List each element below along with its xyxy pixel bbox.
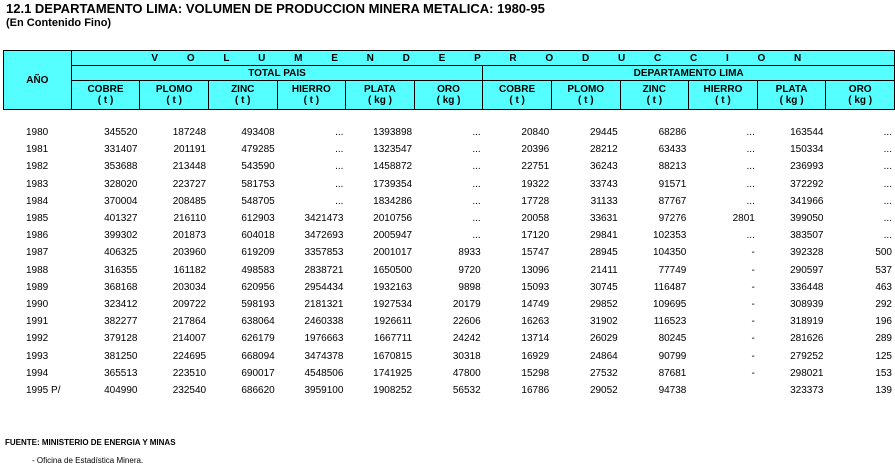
value-cell: 88213 [658, 161, 687, 173]
value-cell: 404990 [104, 384, 138, 396]
value-cell: 638064 [241, 316, 275, 328]
year-cell: 1993 [26, 350, 49, 362]
value-cell: 20396 [521, 144, 550, 156]
value-cell: 29052 [589, 384, 618, 396]
value-cell: 163544 [790, 127, 824, 139]
total-pais-header: TOTAL PAIS [71, 66, 483, 81]
value-cell: 1458872 [373, 161, 413, 173]
table-row [3, 210, 895, 227]
column-header: ORO ( kg ) [414, 81, 483, 110]
value-cell: 581753 [241, 178, 275, 190]
column-header: HIERRO ( t ) [689, 81, 758, 110]
value-cell: 116487 [653, 281, 687, 293]
value-cell: 1393898 [373, 127, 413, 139]
value-cell: 1670815 [373, 350, 413, 362]
value-cell: 345520 [104, 127, 138, 139]
value-cell: 20840 [521, 127, 550, 139]
value-cell: 28945 [589, 247, 618, 259]
value-cell: ... [335, 195, 344, 207]
year-cell: 1983 [26, 178, 49, 190]
value-cell: 102353 [653, 230, 687, 242]
office-note: - Oficina de Estadística Minera. [32, 456, 144, 465]
value-cell: 201873 [172, 230, 207, 242]
value-cell: 17120 [521, 230, 550, 242]
value-cell: 399050 [790, 213, 824, 225]
table-row [3, 365, 895, 382]
value-cell: 401327 [104, 213, 138, 225]
value-cell: 232540 [172, 384, 207, 396]
value-cell: 383507 [790, 230, 824, 242]
value-cell: 2838721 [304, 264, 344, 276]
table-row [3, 279, 895, 296]
year-cell: 1984 [26, 195, 49, 207]
value-cell: 548705 [241, 195, 275, 207]
value-cell: 214007 [172, 333, 207, 345]
table-row [3, 330, 895, 347]
value-cell: 63433 [658, 144, 687, 156]
value-cell: 21411 [590, 264, 618, 276]
value-cell: 29852 [589, 298, 618, 310]
value-cell: 279252 [790, 350, 824, 362]
value-cell: 2181321 [304, 298, 344, 310]
value-cell: - [751, 264, 755, 276]
column-header: HIERRO ( t ) [277, 81, 346, 110]
value-cell: 2954434 [304, 281, 344, 293]
value-cell: - [751, 298, 755, 310]
value-cell: 201191 [173, 144, 207, 156]
year-cell: 1981 [26, 144, 49, 156]
value-cell: 28212 [589, 144, 618, 156]
value-cell: 203960 [172, 247, 207, 259]
value-cell: 97276 [658, 213, 687, 225]
value-cell: 381250 [104, 350, 138, 362]
column-header: PLATA ( kg ) [346, 81, 415, 110]
value-cell: 116523 [653, 316, 687, 328]
value-cell: ... [883, 195, 892, 207]
year-cell: 1987 [26, 247, 49, 259]
table-row [3, 141, 895, 158]
value-cell: 15298 [521, 367, 550, 379]
table-row [3, 382, 895, 399]
value-cell: 208485 [172, 195, 207, 207]
value-cell: 13714 [521, 333, 550, 345]
value-cell: 500 [875, 247, 892, 259]
value-cell: 203034 [172, 281, 207, 293]
value-cell: ... [335, 144, 344, 156]
year-cell: 1994 [26, 367, 49, 379]
value-cell: 17728 [521, 195, 550, 207]
value-cell: 13096 [521, 264, 550, 276]
value-cell: 604018 [241, 230, 275, 242]
value-cell: 368168 [104, 281, 138, 293]
value-cell: 1739354 [373, 178, 413, 190]
value-cell: 213448 [172, 161, 207, 173]
value-cell: 2001017 [373, 247, 413, 259]
value-cell: - [751, 247, 755, 259]
value-cell: ... [746, 144, 755, 156]
value-cell [689, 382, 757, 399]
table-header [3, 50, 895, 110]
value-cell: 2801 [732, 213, 755, 225]
value-cell: 33631 [589, 213, 618, 225]
value-cell: 289 [875, 333, 892, 345]
value-cell: 26029 [589, 333, 618, 345]
value-cell: 30318 [452, 350, 481, 362]
value-cell: 14749 [521, 298, 550, 310]
value-cell: 406325 [104, 247, 138, 259]
value-cell: 619209 [241, 247, 275, 259]
value-cell: ... [472, 195, 481, 207]
value-cell: ... [472, 213, 481, 225]
table-row [3, 176, 895, 193]
value-cell: 47800 [452, 367, 481, 379]
table-row [3, 244, 895, 261]
value-cell: ... [335, 178, 344, 190]
value-cell: 31902 [589, 316, 618, 328]
value-cell: ... [746, 178, 755, 190]
value-cell: 353688 [104, 161, 138, 173]
value-cell: ... [472, 127, 481, 139]
value-cell: 493408 [241, 127, 275, 139]
value-cell: 80245 [658, 333, 687, 345]
value-cell: 537 [875, 264, 892, 276]
value-cell: 290597 [790, 264, 824, 276]
value-cell: 598193 [241, 298, 275, 310]
column-header: ZINC ( t ) [620, 81, 689, 110]
value-cell: ... [746, 161, 755, 173]
value-cell: 298021 [790, 367, 824, 379]
value-cell: 24242 [452, 333, 481, 345]
value-cell: 292 [875, 298, 892, 310]
column-header: ORO ( kg ) [826, 81, 895, 110]
value-cell: 498583 [241, 264, 275, 276]
value-cell: 22606 [452, 316, 481, 328]
value-cell: 331407 [104, 144, 138, 156]
value-cell: 9898 [458, 281, 481, 293]
year-cell: 1985 [26, 213, 49, 225]
value-cell: 318919 [790, 316, 824, 328]
value-cell: ... [472, 161, 481, 173]
value-cell: 1834286 [373, 195, 413, 207]
value-cell: 3472693 [304, 230, 344, 242]
value-cell: - [751, 281, 755, 293]
value-cell: 620956 [241, 281, 275, 293]
year-cell: 1990 [26, 298, 49, 310]
year-cell: 1995 P/ [26, 384, 61, 396]
value-cell: 109695 [653, 298, 687, 310]
value-cell: 1926611 [373, 316, 413, 328]
value-cell: 4548506 [304, 367, 344, 379]
value-cell: 19322 [521, 178, 550, 190]
value-cell: 94738 [658, 384, 687, 396]
year-cell: 1988 [26, 264, 49, 276]
source-note: FUENTE: MINISTERIO DE ENERGIA Y MINAS [5, 438, 176, 447]
value-cell: 316355 [104, 264, 138, 276]
value-cell: 27532 [589, 367, 618, 379]
value-cell: ... [746, 230, 755, 242]
value-cell: 161182 [173, 264, 207, 276]
year-cell: 1980 [26, 127, 49, 139]
value-cell: ... [335, 161, 344, 173]
column-header: COBRE ( t ) [483, 81, 552, 110]
value-cell: 16263 [521, 316, 550, 328]
value-cell: 686620 [241, 384, 275, 396]
value-cell: 187248 [172, 127, 207, 139]
value-cell: 365513 [104, 367, 138, 379]
value-cell: - [751, 367, 755, 379]
value-cell: ... [472, 230, 481, 242]
value-cell: 224695 [172, 350, 207, 362]
value-cell: 139 [875, 384, 892, 396]
value-cell: - [751, 350, 755, 362]
column-header: PLATA ( kg ) [757, 81, 826, 110]
value-cell: 15747 [521, 247, 550, 259]
value-cell: 323373 [790, 384, 824, 396]
table-row [3, 124, 895, 141]
value-cell: 2460338 [304, 316, 344, 328]
value-cell: 3421473 [304, 213, 344, 225]
value-cell: 3474378 [304, 350, 344, 362]
value-cell: ... [883, 230, 892, 242]
value-cell: ... [883, 178, 892, 190]
page-title: 12.1 DEPARTAMENTO LIMA: VOLUMEN DE PRODUCCION MINERA METALICA: 1980-95 [6, 1, 545, 16]
value-cell: 399302 [104, 230, 138, 242]
value-cell: 2010756 [373, 213, 413, 225]
value-cell: 125 [875, 350, 892, 362]
value-cell: ... [472, 144, 481, 156]
value-cell: 382277 [104, 316, 138, 328]
value-cell: 668094 [241, 350, 275, 362]
value-cell: 1323547 [373, 144, 413, 156]
page-subtitle: (En Contenido Fino) [6, 17, 112, 29]
value-cell: 612903 [241, 213, 275, 225]
value-cell: 15093 [521, 281, 550, 293]
value-cell: 379128 [104, 333, 138, 345]
value-cell: 20179 [452, 298, 481, 310]
value-cell: ... [883, 144, 892, 156]
departamento-header: DEPARTAMENTO LIMA [483, 66, 895, 81]
value-cell: 8933 [458, 247, 481, 259]
table-row [3, 227, 895, 244]
value-cell: 87681 [658, 367, 687, 379]
data-table [3, 124, 895, 399]
value-cell: - [751, 316, 755, 328]
value-cell: 87767 [658, 195, 687, 207]
value-cell: 3959100 [304, 384, 344, 396]
value-cell: 223510 [172, 367, 207, 379]
table-row [3, 347, 895, 364]
value-cell: 150334 [790, 144, 824, 156]
value-cell: ... [883, 213, 892, 225]
value-cell: 216110 [173, 213, 207, 225]
value-cell: 29841 [589, 230, 618, 242]
year-cell: 1991 [26, 316, 49, 328]
value-cell: ... [883, 127, 892, 139]
column-header: PLOMO ( t ) [140, 81, 209, 110]
value-cell: 153 [875, 367, 892, 379]
year-cell: 1986 [26, 230, 49, 242]
value-cell: 341966 [790, 195, 824, 207]
value-cell: 328020 [104, 178, 138, 190]
value-cell: 56532 [452, 384, 481, 396]
group-header: V O L U M E N D E P R O D U C C I O N [71, 51, 894, 66]
table-row [3, 296, 895, 313]
value-cell: 3357853 [304, 247, 344, 259]
value-cell: 1976663 [304, 333, 344, 345]
column-header: ZINC ( t ) [208, 81, 277, 110]
value-cell: 31133 [590, 195, 618, 207]
value-cell: 36243 [589, 161, 618, 173]
table-row [3, 262, 895, 279]
value-cell: 626179 [241, 333, 275, 345]
value-cell: 236993 [790, 161, 824, 173]
value-cell: 370004 [104, 195, 138, 207]
year-cell: 1992 [26, 333, 49, 345]
value-cell: 90799 [658, 350, 687, 362]
value-cell: - [751, 333, 755, 345]
value-cell: 2005947 [373, 230, 413, 242]
value-cell: 1927534 [373, 298, 413, 310]
value-cell: 308939 [790, 298, 824, 310]
value-cell: 1667711 [373, 333, 413, 345]
value-cell: 1650500 [373, 264, 413, 276]
value-cell: 196 [875, 316, 892, 328]
value-cell: 29445 [589, 127, 618, 139]
table-row [3, 313, 895, 330]
value-cell: 1741925 [373, 367, 413, 379]
value-cell: 68286 [658, 127, 687, 139]
value-cell: ... [472, 178, 481, 190]
value-cell: 543590 [241, 161, 275, 173]
value-cell: 104350 [653, 247, 687, 259]
value-cell: ... [883, 161, 892, 173]
value-cell: 372292 [790, 178, 824, 190]
value-cell: 281626 [790, 333, 824, 345]
value-cell: 20058 [521, 213, 550, 225]
value-cell: 223727 [172, 178, 207, 190]
value-cell: ... [335, 127, 344, 139]
table-row [3, 158, 895, 175]
value-cell: 16929 [521, 350, 550, 362]
value-cell: 336448 [790, 281, 824, 293]
value-cell: 479285 [241, 144, 275, 156]
year-cell: 1989 [26, 281, 49, 293]
value-cell: ... [746, 195, 755, 207]
column-header: PLOMO ( t ) [551, 81, 620, 110]
value-cell: 463 [875, 281, 892, 293]
year-cell: 1982 [26, 161, 49, 173]
value-cell: 392328 [790, 247, 824, 259]
year-header: AÑO [4, 51, 72, 110]
value-cell: 30745 [589, 281, 618, 293]
value-cell: 209722 [172, 298, 207, 310]
value-cell: 77749 [658, 264, 687, 276]
value-cell: 91571 [658, 178, 687, 190]
value-cell: 690017 [241, 367, 275, 379]
value-cell: 1908252 [373, 384, 413, 396]
column-header: COBRE ( t ) [71, 81, 140, 110]
value-cell: 22751 [521, 161, 550, 173]
value-cell: 9720 [458, 264, 481, 276]
table-row [3, 193, 895, 210]
value-cell: 24864 [589, 350, 618, 362]
value-cell: 1932163 [373, 281, 413, 293]
value-cell: ... [746, 127, 755, 139]
value-cell: 217864 [172, 316, 207, 328]
value-cell: 33743 [589, 178, 618, 190]
value-cell: 16786 [521, 384, 550, 396]
value-cell: 323412 [104, 298, 138, 310]
